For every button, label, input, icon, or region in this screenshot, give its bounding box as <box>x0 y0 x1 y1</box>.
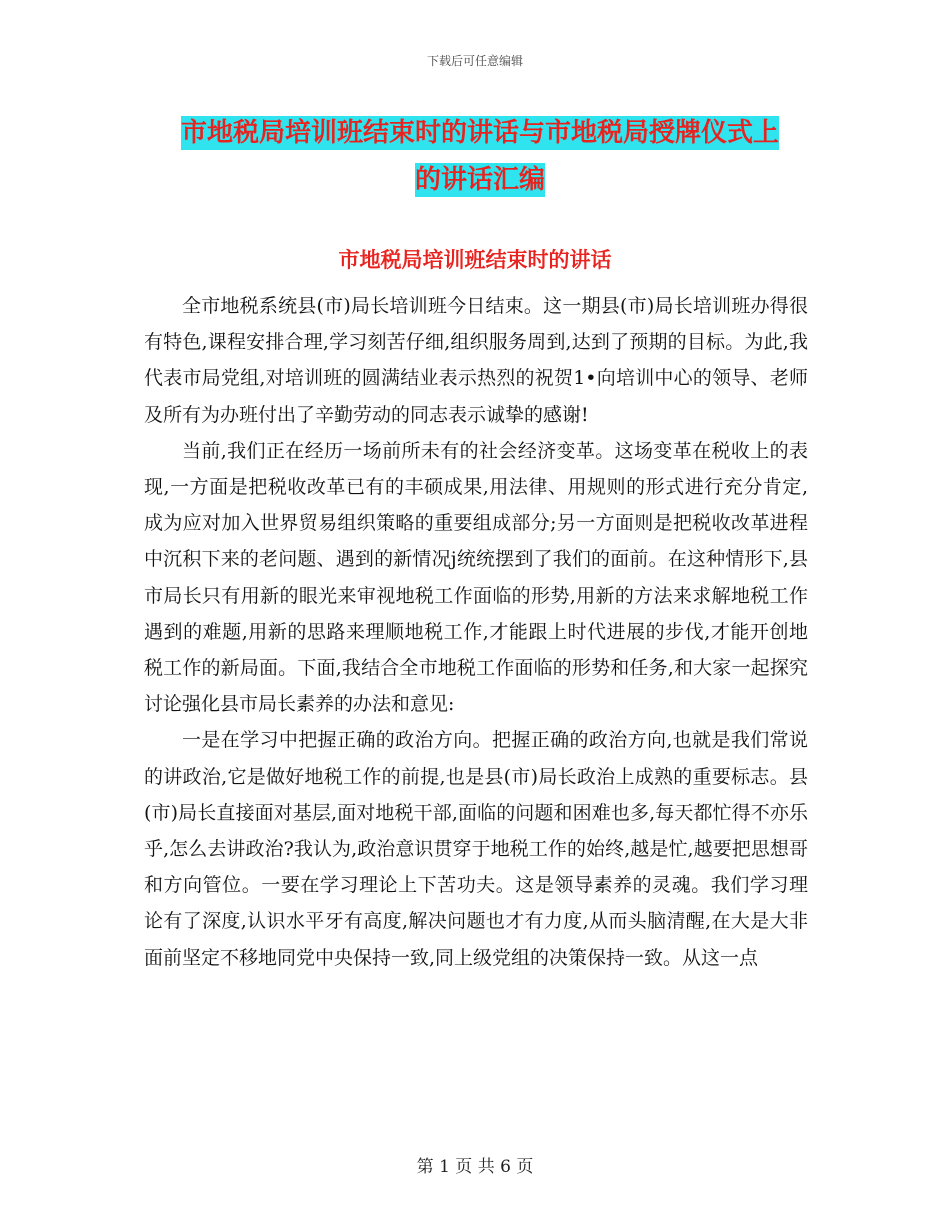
paragraph-3: 一是在学习中把握正确的政治方向。把握正确的政治方向,也就是我们常说的讲政治,它是做好地税工作的前提,也是县(市)局长政治上成熟的重要标志。县(市)局长直接面对基层,面对地税干部,面临的问题和困难也多,每天都忙得不亦乐乎,怎么去讲政治?我认为,政治意识贯穿于地税工作的始终,越是忙,越要把思想哥和方向管位。一要在学习理论上下苦功夫。这是领导素养的灵魂。我们学习理论有了深度,认识水平牙有高度,解决问题也才有力度,从而头脑清醒,在大是大非面前坚定不移地同党中央保持一致,同上级党组的决策保持一致。从这一点 <box>144 729 808 969</box>
document-title-line-1: 市地税局培训班结束时的讲话与市地税局授牌仪式上 <box>180 118 779 148</box>
section-title: 市地税局培训班结束时的讲话 <box>338 248 612 272</box>
document-title <box>150 110 810 204</box>
paragraph-1: 全市地税系统县(市)局长培训班今日结束。这一期县(市)局长培训班办得很有特色,课程安排合理,学习刻苦仔细,组织服务周到,达到了预期的目标。为此,我代表市局党组,对培训班的圆满结业表示热烈的祝贺1•向培训中心的领导、老师及所有为办班付出了辛勤劳动的同志表示诚挚的感谢! <box>144 295 808 426</box>
header-note: 下载后可任意编辑 <box>426 54 523 68</box>
paragraph-2: 当前,我们正在经历一场前所未有的社会经济变革。这场变革在税收上的表现,一方面是把税收改革已有的丰硕成果,用法律、用规则的形式进行充分肯定,成为应对加入世界贸易组织策略的重要组成部分;另一方面则是把税收改革进程中沉积下来的老问题、遇到的新情况j统统摆到了我们的面前。在这种情形下,县市局长只有用新的眼光来审视地税工作面临的形势,用新的方法来求解地税工作遇到的难题,用新的思路来理顺地税工作,才能跟上时代进展的步伐,才能开创地税工作的新局面。下面,我结合全市地税工作面临的形势和任务,和大家一起探究讨论强化县市局长素养的办法和意见: <box>144 439 808 716</box>
page-footer: 第 1 页 共 6 页 <box>416 1157 534 1177</box>
document-title-line-2: 的讲话汇编 <box>414 165 545 195</box>
body-text <box>144 288 808 976</box>
